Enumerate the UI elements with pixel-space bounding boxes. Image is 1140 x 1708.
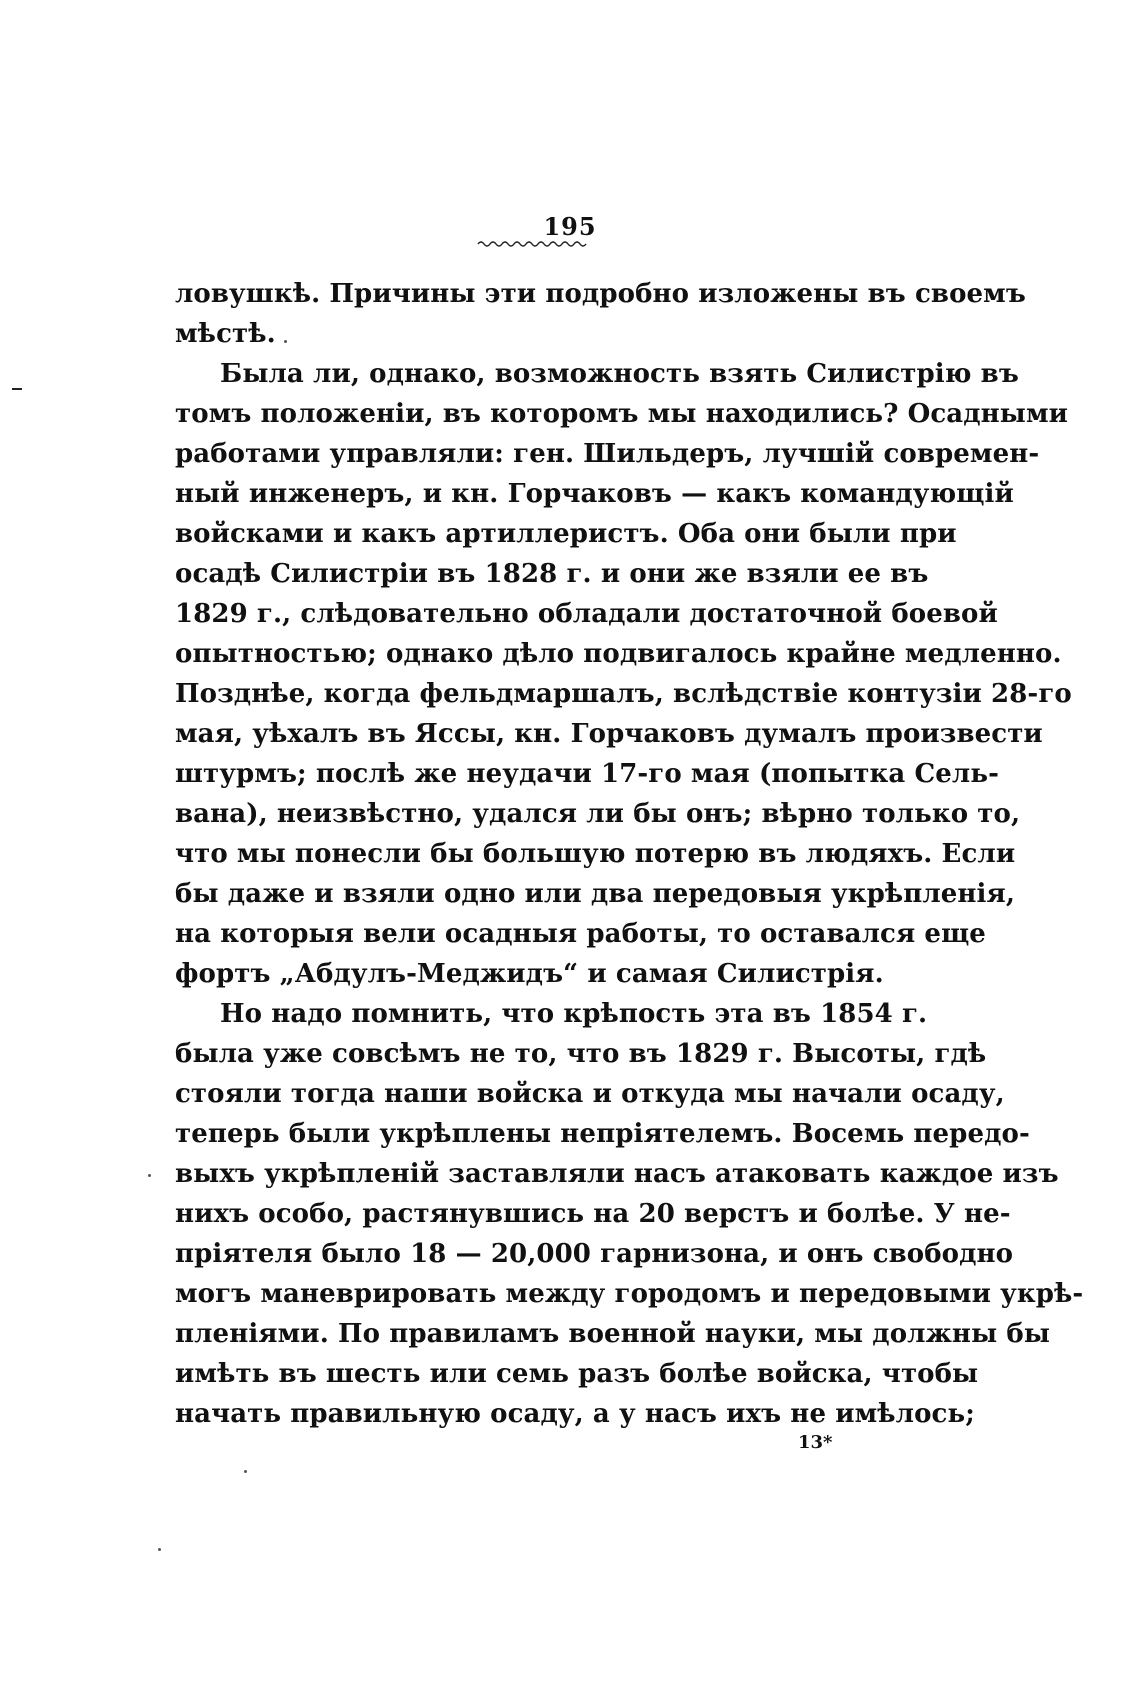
text-line: фортъ „Абдулъ-Меджидъ“ и самая Силистрія.: [175, 959, 884, 989]
text-line: работами управляли: ген. Шильдеръ, лучшій современ-: [175, 439, 1040, 469]
text-line: ный инженеръ, и кн. Горчаковъ — какъ командующій: [175, 479, 1014, 509]
text-line: нихъ особо, растянувшись на 20 верстъ и болѣе. У не-: [175, 1199, 1011, 1229]
margin-mark: [12, 388, 22, 390]
signature-mark: 13*: [798, 1432, 833, 1453]
text-line: что мы понесли бы большую потерю въ людяхъ. Если: [175, 839, 1016, 869]
text-line: стояли тогда наши войска и откуда мы начали осаду,: [175, 1079, 1005, 1109]
text-line: войсками и какъ артиллеристъ. Оба они были при: [175, 519, 957, 549]
text-line: осадѣ Силистріи въ 1828 г. и они же взяли ее въ: [175, 559, 929, 589]
text-line: Была ли, однако, возможность взять Силистрію въ: [220, 359, 1019, 389]
text-line: Позднѣе, когда фельдмаршалъ, вслѣдствіе контузіи 28-го: [175, 679, 1072, 709]
text-line: мая, уѣхалъ въ Яссы, кн. Горчаковъ думалъ произвести: [175, 719, 1043, 749]
text-line: имѣть въ шесть или семь разъ болѣе войска, чтобы: [175, 1359, 979, 1389]
page-number: 195: [543, 212, 597, 241]
text-line: пріятеля было 18 — 20,000 гарнизона, и онъ свободно: [175, 1239, 1014, 1269]
text-line: начать правильную осаду, а у насъ ихъ не имѣлось;: [175, 1399, 975, 1429]
text-line: штурмъ; послѣ же неудачи 17-го мая (попытка Сель-: [175, 759, 999, 789]
print-speck: [244, 1470, 247, 1473]
print-speck: [148, 1174, 151, 1177]
text-line: вана), неизвѣстно, удался ли бы онъ; вѣрно только то,: [175, 799, 1021, 829]
body-text: [175, 274, 1084, 1434]
text-line: пленіями. По правиламъ военной науки, мы должны бы: [175, 1319, 1050, 1349]
wavy-ornament-rule: [478, 240, 588, 248]
text-line: 1829 г., слѣдовательно обладали достаточной боевой: [175, 599, 998, 629]
text-line: опытностью; однако дѣло подвигалось крайне медленно.: [175, 639, 1062, 669]
text-line: теперь были укрѣплены непріятелемъ. Восемь передо-: [175, 1119, 1030, 1149]
text-line: ловушкѣ. Причины эти подробно изложены въ своемъ: [175, 279, 1026, 309]
text-line: Но надо помнить, что крѣпость эта въ 1854 г.: [220, 999, 928, 1029]
text-line: выхъ укрѣпленій заставляли насъ атаковать каждое изъ: [175, 1159, 1059, 1189]
text-line: была уже совсѣмъ не то, что въ 1829 г. Высоты, гдѣ: [175, 1039, 987, 1069]
print-speck: [158, 1548, 161, 1551]
text-line: бы даже и взяли одно или два передовыя укрѣпленія,: [175, 879, 1015, 909]
text-line: могъ маневрировать между городомъ и передовыми укрѣ-: [175, 1279, 1084, 1309]
text-line: на которыя вели осадныя работы, то оставался еще: [175, 919, 986, 949]
text-line: мѣстѣ.: [175, 319, 276, 349]
text-line: томъ положеніи, въ которомъ мы находились? Осадными: [175, 399, 1069, 429]
